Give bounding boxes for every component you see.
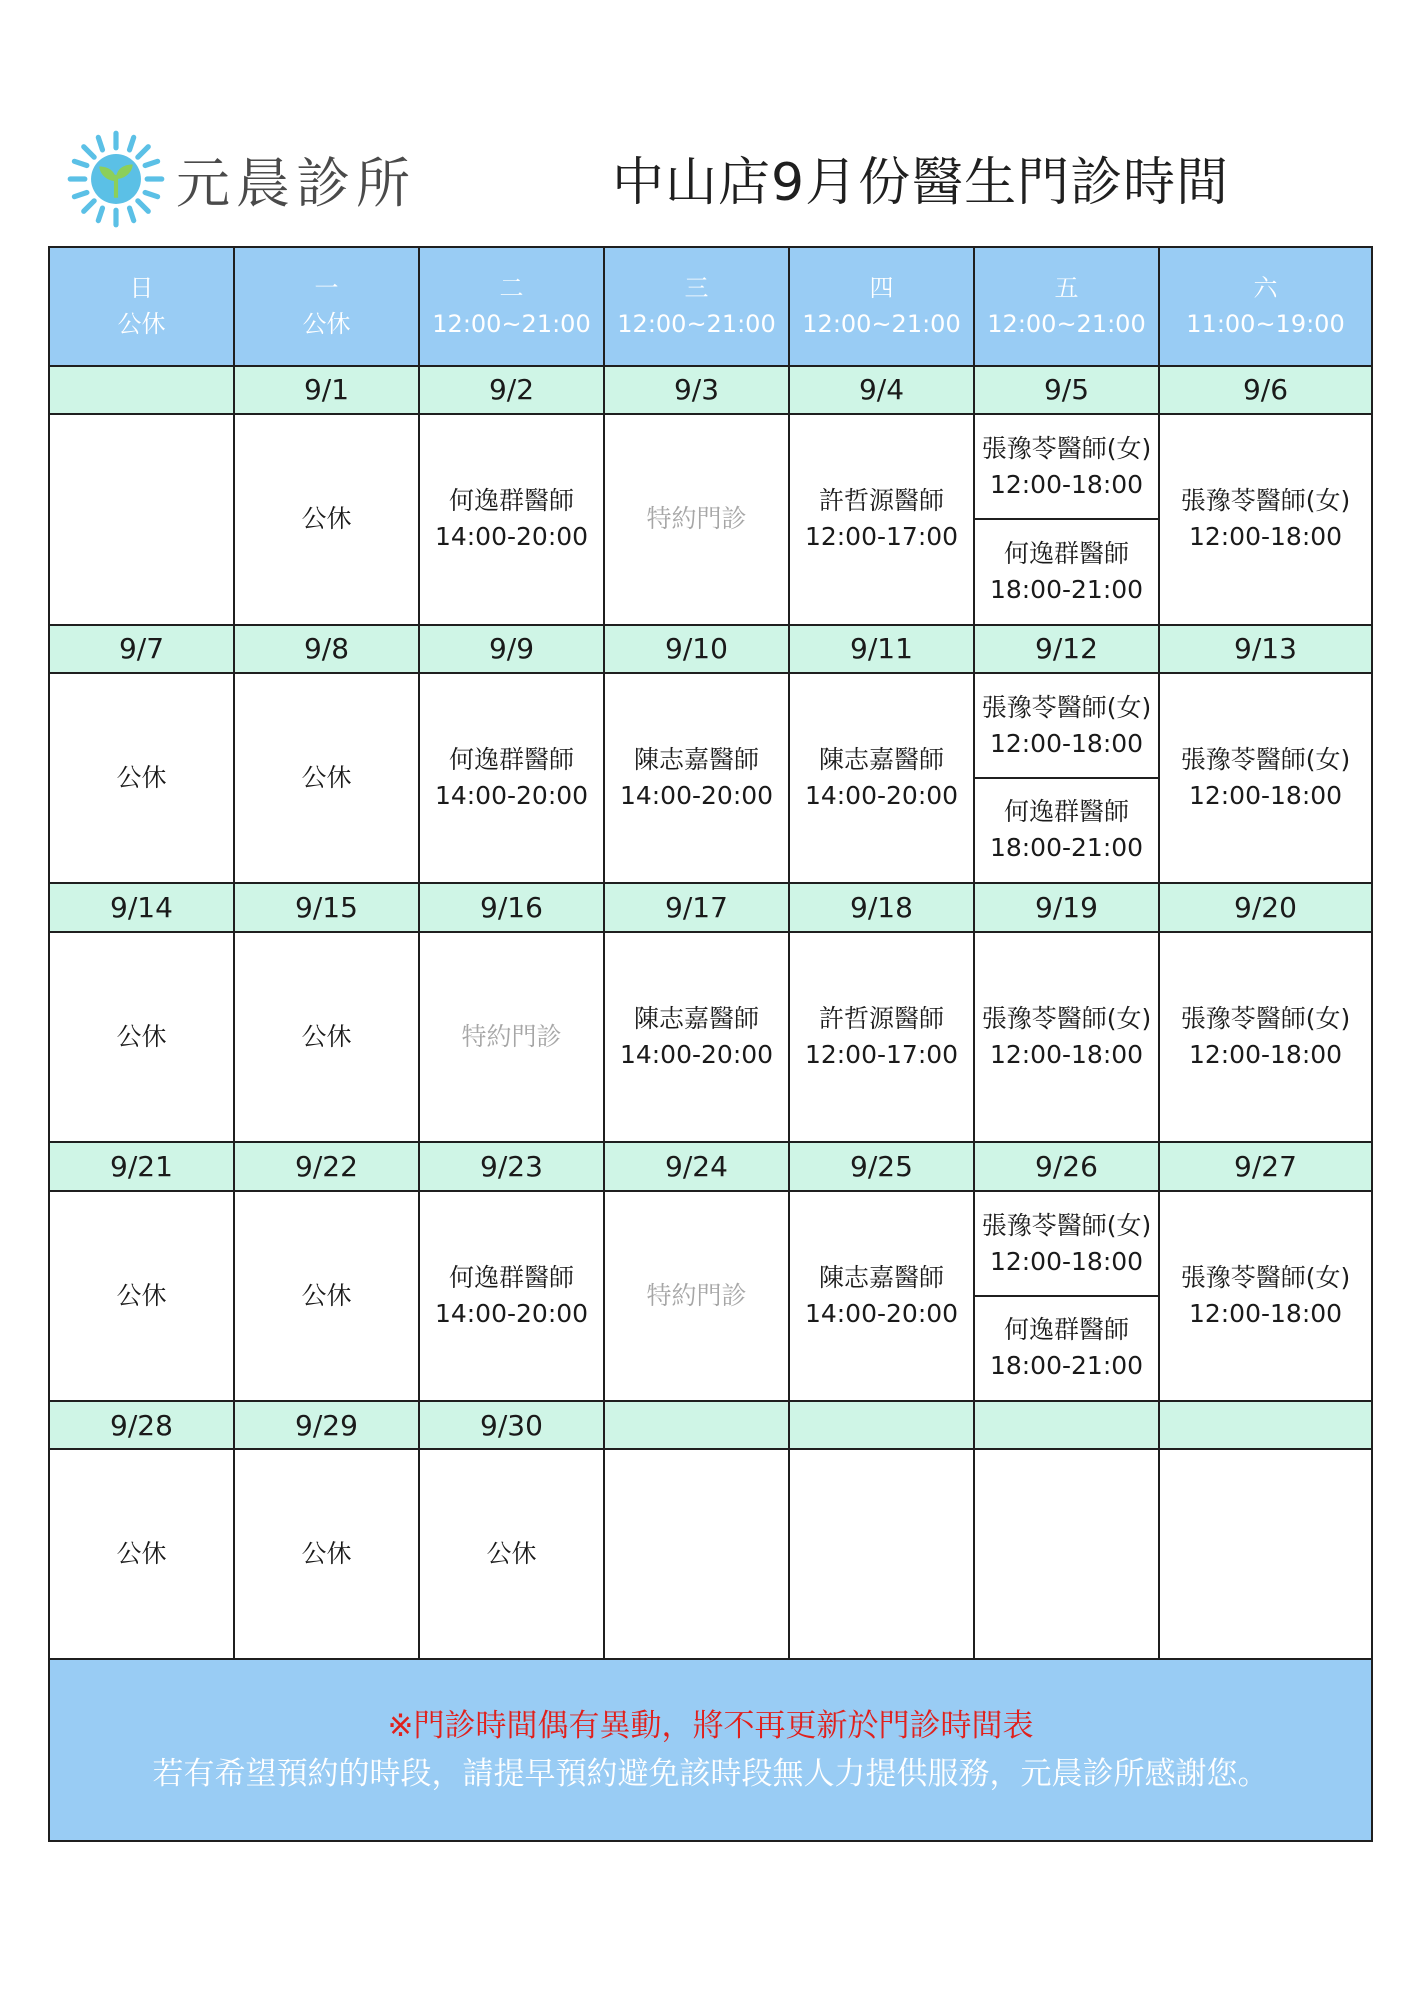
- weekday-header: [974, 247, 1159, 366]
- doctor-name: 許哲源醫師: [818, 486, 944, 516]
- schedule-cell: [1159, 1191, 1372, 1401]
- doctor-name: 公休: [116, 763, 167, 793]
- weekday-hours: 公休: [302, 310, 351, 339]
- clinic-time: 12:00-18:00: [1188, 781, 1343, 811]
- date-cell: 9/2: [419, 366, 604, 414]
- weekday-label: 一: [314, 274, 339, 303]
- shift-slot: [975, 675, 1158, 778]
- date-cell: 9/5: [974, 366, 1159, 414]
- date-cell: 9/17: [604, 883, 789, 931]
- weekday-hours: 12:00~21:00: [432, 310, 591, 339]
- shift-slot: [975, 777, 1158, 882]
- schedule-cell: [49, 414, 234, 624]
- clinic-time: 12:00-17:00: [804, 522, 959, 552]
- page-title: 中山店9月份醫生門診時間: [612, 153, 1230, 213]
- date-cell: 9/23: [419, 1142, 604, 1190]
- date-cell: 9/22: [234, 1142, 419, 1190]
- schedule-cell: [1159, 1449, 1372, 1659]
- weekday-label: 三: [684, 274, 709, 303]
- schedule-cell: [1159, 673, 1372, 883]
- split-shift: [975, 1192, 1158, 1399]
- date-cell: 9/9: [419, 625, 604, 673]
- schedule-cell: [49, 673, 234, 883]
- clinic-time: 12:00-18:00: [1188, 1298, 1343, 1328]
- clinic-time: 12:00-18:00: [1188, 522, 1343, 552]
- schedule-cell: [604, 414, 789, 624]
- doctor-name: 張豫苓醫師(女): [1180, 1262, 1351, 1292]
- doctor-name: 公休: [301, 763, 352, 793]
- date-cell: 9/29: [234, 1401, 419, 1449]
- schedule-cell: [604, 932, 789, 1142]
- doctor-name: 張豫苓醫師(女): [981, 1210, 1152, 1240]
- date-cell: 9/21: [49, 1142, 234, 1190]
- shift-slot: [975, 518, 1158, 623]
- clinic-time: 18:00-21:00: [989, 574, 1144, 604]
- weekday-hours: 12:00~21:00: [802, 310, 961, 339]
- doctor-name: 何逸群醫師: [448, 1262, 574, 1292]
- weekday-header: [789, 247, 974, 366]
- weekday-header: [234, 247, 419, 366]
- date-cell: [789, 1401, 974, 1449]
- date-cell: 9/27: [1159, 1142, 1372, 1190]
- notice-message: 若有希望預約的時段，請提早預約避免該時段無人力提供服務，元晨診所感謝您。: [152, 1756, 1269, 1792]
- special-clinic-label: 特約門診: [646, 504, 747, 534]
- clinic-time: 12:00-18:00: [989, 470, 1144, 500]
- schedule-cell: [419, 1191, 604, 1401]
- schedule-cell: [419, 1449, 604, 1659]
- clinic-time: 14:00-20:00: [434, 522, 589, 552]
- date-cell: 9/30: [419, 1401, 604, 1449]
- date-cell: [1159, 1401, 1372, 1449]
- schedule-row: [49, 932, 1372, 1142]
- doctor-name: 陳志嘉醫師: [818, 745, 944, 775]
- doctor-name: 張豫苓醫師(女): [981, 1004, 1152, 1034]
- schedule-cell: [974, 1191, 1159, 1401]
- schedule-cell: [419, 673, 604, 883]
- doctor-name: 公休: [116, 1539, 167, 1569]
- date-cell: 9/24: [604, 1142, 789, 1190]
- schedule-cell: [604, 1191, 789, 1401]
- schedule-cell: [419, 932, 604, 1142]
- clinic-time: 14:00-20:00: [434, 781, 589, 811]
- schedule-cell: [789, 932, 974, 1142]
- date-cell: 9/16: [419, 883, 604, 931]
- date-cell: [49, 366, 234, 414]
- weekday-label: 六: [1253, 274, 1278, 303]
- schedule-cell: [789, 673, 974, 883]
- doctor-name: 張豫苓醫師(女): [981, 434, 1152, 464]
- shift-slot: [975, 1192, 1158, 1295]
- schedule-table: [48, 246, 1373, 1842]
- doctor-name: 公休: [301, 1539, 352, 1569]
- weekday-header: [419, 247, 604, 366]
- weekday-label: 日: [129, 274, 154, 303]
- doctor-name: 何逸群醫師: [1003, 797, 1129, 827]
- weekday-header-row: [49, 247, 1372, 366]
- schedule-cell: [234, 1191, 419, 1401]
- weekday-label: 二: [499, 274, 524, 303]
- weekday-label: 四: [869, 274, 894, 303]
- clinic-time: 18:00-21:00: [989, 1351, 1144, 1381]
- date-cell: 9/10: [604, 625, 789, 673]
- doctor-name: 張豫苓醫師(女): [981, 692, 1152, 722]
- weekday-header: [604, 247, 789, 366]
- date-row: [49, 1401, 1372, 1449]
- clinic-time: 14:00-20:00: [804, 1298, 959, 1328]
- date-row: [49, 883, 1372, 931]
- schedule-cell: [604, 1449, 789, 1659]
- clinic-time: 12:00-18:00: [1188, 1040, 1343, 1070]
- shift-slot: [975, 1295, 1158, 1400]
- schedule-cell: [789, 1191, 974, 1401]
- schedule-cell: [1159, 414, 1372, 624]
- date-cell: 9/1: [234, 366, 419, 414]
- schedule-cell: [789, 414, 974, 624]
- doctor-name: 公休: [116, 1280, 167, 1310]
- doctor-name: 公休: [116, 1022, 167, 1052]
- doctor-name: 公休: [301, 504, 352, 534]
- clinic-time: 14:00-20:00: [804, 781, 959, 811]
- clinic-time: 18:00-21:00: [989, 833, 1144, 863]
- date-cell: 9/20: [1159, 883, 1372, 931]
- weekday-hours: 12:00~21:00: [617, 310, 776, 339]
- date-cell: 9/26: [974, 1142, 1159, 1190]
- doctor-name: 何逸群醫師: [448, 486, 574, 516]
- schedule-cell: [49, 932, 234, 1142]
- special-clinic-label: 特約門診: [461, 1022, 562, 1052]
- doctor-name: 張豫苓醫師(女): [1180, 745, 1351, 775]
- date-cell: [974, 1401, 1159, 1449]
- schedule-cell: [419, 414, 604, 624]
- date-cell: 9/13: [1159, 625, 1372, 673]
- date-cell: 9/28: [49, 1401, 234, 1449]
- weekday-label: 五: [1054, 274, 1079, 303]
- date-cell: 9/19: [974, 883, 1159, 931]
- clinic-time: 14:00-20:00: [619, 781, 774, 811]
- doctor-name: 陳志嘉醫師: [818, 1262, 944, 1292]
- date-row: [49, 366, 1372, 414]
- doctor-name: 許哲源醫師: [818, 1004, 944, 1034]
- schedule-cell: [974, 673, 1159, 883]
- doctor-name: 公休: [486, 1539, 537, 1569]
- split-shift: [975, 416, 1158, 623]
- schedule-cell: [234, 932, 419, 1142]
- schedule-cell: [49, 1191, 234, 1401]
- schedule-cell: [974, 932, 1159, 1142]
- date-row: [49, 1142, 1372, 1190]
- schedule-cell: [234, 414, 419, 624]
- doctor-name: 公休: [301, 1022, 352, 1052]
- date-cell: 9/3: [604, 366, 789, 414]
- date-cell: 9/4: [789, 366, 974, 414]
- schedule-cell: [604, 673, 789, 883]
- doctor-name: 陳志嘉醫師: [633, 745, 759, 775]
- schedule-row: [49, 1191, 1372, 1401]
- doctor-name: 公休: [301, 1280, 352, 1310]
- schedule-cell: [234, 673, 419, 883]
- doctor-name: 何逸群醫師: [1003, 1315, 1129, 1345]
- clinic-time: 12:00-18:00: [989, 728, 1144, 758]
- date-cell: 9/15: [234, 883, 419, 931]
- clinic-time: 12:00-18:00: [989, 1040, 1144, 1070]
- date-cell: 9/11: [789, 625, 974, 673]
- weekday-hours: 12:00~21:00: [987, 310, 1146, 339]
- split-shift: [975, 675, 1158, 882]
- schedule-cell: [789, 1449, 974, 1659]
- date-row: [49, 625, 1372, 673]
- schedule-cell: [234, 1449, 419, 1659]
- date-cell: 9/12: [974, 625, 1159, 673]
- weekday-hours: 公休: [117, 310, 166, 339]
- footer-notice: [49, 1659, 1372, 1841]
- doctor-name: 陳志嘉醫師: [633, 1004, 759, 1034]
- clinic-time: 14:00-20:00: [434, 1298, 589, 1328]
- shift-slot: [975, 416, 1158, 519]
- schedule-row: [49, 1449, 1372, 1659]
- weekday-hours: 11:00~19:00: [1186, 310, 1345, 339]
- date-cell: 9/7: [49, 625, 234, 673]
- date-cell: 9/8: [234, 625, 419, 673]
- date-cell: 9/18: [789, 883, 974, 931]
- schedule-cell: [1159, 932, 1372, 1142]
- schedule-cell: [49, 1449, 234, 1659]
- schedule-row: [49, 673, 1372, 883]
- clinic-name: 元晨診所: [176, 151, 416, 215]
- date-cell: 9/25: [789, 1142, 974, 1190]
- schedule-row: [49, 414, 1372, 624]
- weekday-header: [49, 247, 234, 366]
- weekday-header: [1159, 247, 1372, 366]
- schedule-cell: [974, 414, 1159, 624]
- doctor-name: 何逸群醫師: [1003, 538, 1129, 568]
- clinic-logo: [64, 124, 424, 234]
- notice-warning: ※門診時間偶有異動，將不再更新於門診時間表: [387, 1708, 1034, 1744]
- date-cell: [604, 1401, 789, 1449]
- doctor-name: 何逸群醫師: [448, 745, 574, 775]
- clinic-time: 12:00-18:00: [989, 1246, 1144, 1276]
- date-cell: 9/6: [1159, 366, 1372, 414]
- special-clinic-label: 特約門診: [646, 1280, 747, 1310]
- doctor-name: 張豫苓醫師(女): [1180, 486, 1351, 516]
- clinic-time: 14:00-20:00: [619, 1040, 774, 1070]
- clinic-time: 12:00-17:00: [804, 1040, 959, 1070]
- sun-sprout-icon: [64, 127, 168, 231]
- doctor-name: 張豫苓醫師(女): [1180, 1004, 1351, 1034]
- schedule-cell: [974, 1449, 1159, 1659]
- date-cell: 9/14: [49, 883, 234, 931]
